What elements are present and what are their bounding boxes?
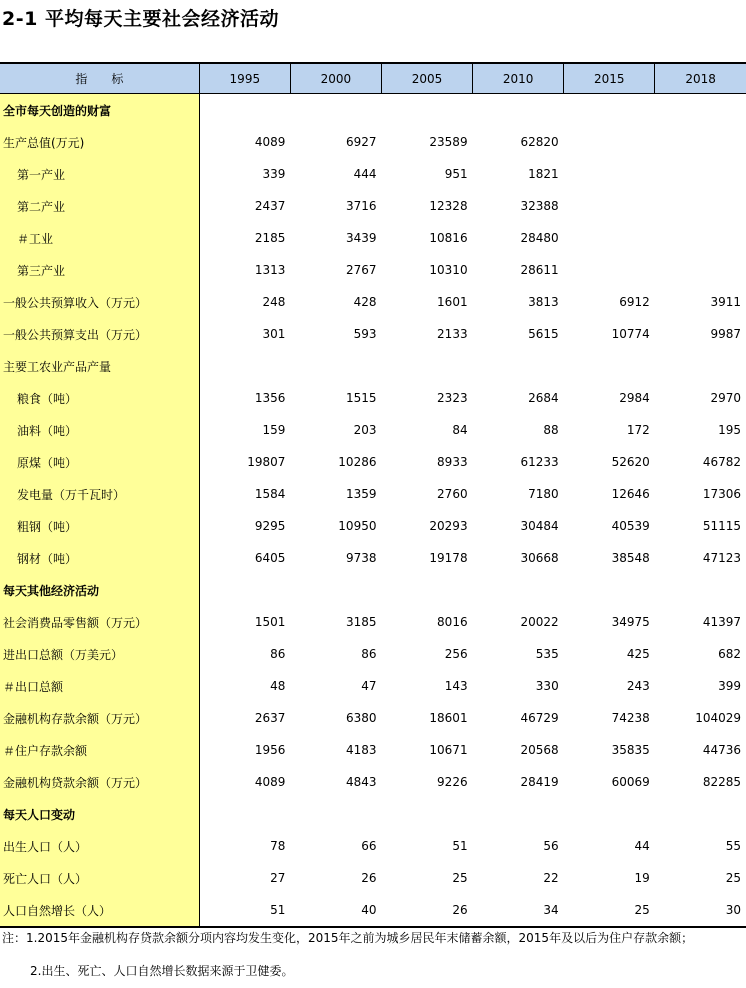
value-cell bbox=[199, 798, 290, 830]
value-cell: 19807 bbox=[247, 455, 286, 469]
row-label: 原煤（吨） bbox=[0, 446, 199, 478]
row-label: 死亡人口（人） bbox=[0, 862, 199, 894]
value-cell bbox=[381, 798, 472, 830]
header-row bbox=[0, 63, 746, 94]
value-cell: 8933 bbox=[437, 455, 468, 469]
table-row bbox=[0, 446, 746, 478]
row-label: 第三产业 bbox=[0, 254, 199, 286]
value-cell: 4843 bbox=[345, 775, 377, 789]
value-cell: 19178 bbox=[429, 551, 468, 565]
value-cell bbox=[655, 254, 746, 286]
value-cell: 9226 bbox=[437, 775, 468, 789]
value-cell bbox=[655, 798, 746, 830]
value-cell bbox=[199, 574, 290, 606]
value-cell: 9987 bbox=[710, 327, 741, 341]
value-cell: 10310 bbox=[429, 263, 468, 277]
value-cell: 3716 bbox=[345, 199, 377, 213]
value-cell: 330 bbox=[535, 679, 559, 693]
value-cell: 1515 bbox=[345, 391, 377, 405]
page-title: 2-1 平均每天主要社会经济活动 bbox=[2, 8, 279, 30]
value-cell: 143 bbox=[444, 679, 468, 693]
value-cell: 88 bbox=[543, 423, 559, 437]
value-cell: 399 bbox=[718, 679, 741, 693]
statistics-table bbox=[0, 62, 746, 928]
value-cell: 30484 bbox=[520, 519, 559, 533]
section-label: 全市每天创造的财富 bbox=[0, 94, 199, 127]
value-cell: 10774 bbox=[611, 327, 650, 341]
value-cell: 444 bbox=[353, 167, 377, 181]
value-cell: 20022 bbox=[520, 615, 559, 629]
value-cell: 23589 bbox=[429, 135, 468, 149]
value-cell: 256 bbox=[444, 647, 468, 661]
value-cell: 74238 bbox=[611, 711, 650, 725]
value-cell bbox=[473, 574, 564, 606]
value-cell bbox=[655, 126, 746, 158]
value-cell bbox=[564, 574, 655, 606]
value-cell: 30668 bbox=[520, 551, 559, 565]
value-cell: 248 bbox=[262, 295, 286, 309]
value-cell: 951 bbox=[444, 167, 468, 181]
value-cell: 7180 bbox=[528, 487, 559, 501]
table-row bbox=[0, 126, 746, 158]
row-label: 出生人口（人） bbox=[0, 830, 199, 862]
value-cell bbox=[290, 94, 381, 127]
value-cell: 10671 bbox=[429, 743, 468, 757]
value-cell bbox=[564, 798, 655, 830]
table-row bbox=[0, 638, 746, 670]
value-cell: 4183 bbox=[345, 743, 377, 757]
value-cell: 9295 bbox=[254, 519, 286, 533]
value-cell: 1501 bbox=[254, 615, 286, 629]
value-cell: 10950 bbox=[338, 519, 377, 533]
value-cell: 44736 bbox=[702, 743, 741, 757]
table-row bbox=[0, 190, 746, 222]
value-cell: 26 bbox=[381, 894, 472, 927]
value-cell: 19 bbox=[634, 871, 650, 885]
value-cell: 34975 bbox=[611, 615, 650, 629]
header-year: 2000 bbox=[290, 63, 381, 94]
value-cell bbox=[381, 574, 472, 606]
table-row bbox=[0, 830, 746, 862]
table-row bbox=[0, 542, 746, 574]
value-cell: 593 bbox=[353, 327, 377, 341]
value-cell: 2984 bbox=[619, 391, 650, 405]
value-cell: 78 bbox=[270, 839, 286, 853]
table-row bbox=[0, 254, 746, 286]
value-cell bbox=[564, 254, 655, 286]
table-row bbox=[0, 574, 746, 606]
table-row bbox=[0, 414, 746, 446]
value-cell: 51 bbox=[199, 894, 290, 927]
header-year: 2010 bbox=[473, 63, 564, 94]
value-cell: 51115 bbox=[702, 519, 741, 533]
value-cell: 25 bbox=[564, 894, 655, 927]
value-cell bbox=[199, 94, 290, 127]
value-cell: 40 bbox=[290, 894, 381, 927]
row-label: 一般公共预算收入（万元） bbox=[0, 286, 199, 318]
value-cell bbox=[473, 350, 564, 382]
value-cell: 8016 bbox=[437, 615, 468, 629]
value-cell: 18601 bbox=[429, 711, 468, 725]
row-label: ＃住户存款余额 bbox=[0, 734, 199, 766]
value-cell: 2185 bbox=[254, 231, 286, 245]
value-cell: 27 bbox=[270, 871, 286, 885]
value-cell bbox=[381, 350, 472, 382]
row-label: 第一产业 bbox=[0, 158, 199, 190]
value-cell bbox=[655, 190, 746, 222]
value-cell: 243 bbox=[626, 679, 650, 693]
row-label: 金融机构存款余额（万元） bbox=[0, 702, 199, 734]
row-label: 社会消费品零售额（万元） bbox=[0, 606, 199, 638]
table-row bbox=[0, 670, 746, 702]
value-cell bbox=[564, 222, 655, 254]
value-cell: 46729 bbox=[520, 711, 559, 725]
table-row bbox=[0, 478, 746, 510]
value-cell: 12328 bbox=[429, 199, 468, 213]
value-cell: 682 bbox=[718, 647, 741, 661]
value-cell: 35835 bbox=[611, 743, 650, 757]
value-cell: 86 bbox=[270, 647, 286, 661]
value-cell: 34 bbox=[473, 894, 564, 927]
value-cell: 40539 bbox=[611, 519, 650, 533]
row-label: ＃工业 bbox=[0, 222, 199, 254]
header-year: 1995 bbox=[199, 63, 290, 94]
value-cell: 47 bbox=[361, 679, 377, 693]
value-cell: 104029 bbox=[695, 711, 741, 725]
row-label: 油料（吨） bbox=[0, 414, 199, 446]
table-row bbox=[0, 510, 746, 542]
value-cell: 2133 bbox=[437, 327, 468, 341]
value-cell: 38548 bbox=[611, 551, 650, 565]
header-year: 2005 bbox=[381, 63, 472, 94]
value-cell: 17306 bbox=[702, 487, 741, 501]
value-cell: 2637 bbox=[254, 711, 286, 725]
value-cell: 55 bbox=[725, 839, 741, 853]
value-cell bbox=[290, 798, 381, 830]
value-cell: 52620 bbox=[611, 455, 650, 469]
value-cell: 159 bbox=[262, 423, 286, 437]
value-cell: 12646 bbox=[611, 487, 650, 501]
value-cell bbox=[655, 158, 746, 190]
value-cell: 6380 bbox=[345, 711, 377, 725]
value-cell: 61233 bbox=[520, 455, 559, 469]
value-cell bbox=[473, 94, 564, 127]
value-cell: 48 bbox=[270, 679, 286, 693]
value-cell: 428 bbox=[353, 295, 377, 309]
value-cell bbox=[655, 574, 746, 606]
value-cell: 62820 bbox=[520, 135, 559, 149]
value-cell: 84 bbox=[452, 423, 468, 437]
value-cell: 47123 bbox=[702, 551, 741, 565]
header-indicator: 指 标 bbox=[0, 63, 199, 94]
table-row bbox=[0, 158, 746, 190]
table-row bbox=[0, 350, 746, 382]
value-cell: 10816 bbox=[429, 231, 468, 245]
value-cell: 9738 bbox=[345, 551, 377, 565]
row-label: 进出口总额（万美元） bbox=[0, 638, 199, 670]
table-row bbox=[0, 766, 746, 798]
value-cell: 195 bbox=[718, 423, 741, 437]
value-cell: 6927 bbox=[345, 135, 377, 149]
value-cell: 1359 bbox=[345, 487, 377, 501]
value-cell: 2760 bbox=[437, 487, 468, 501]
value-cell bbox=[199, 350, 290, 382]
table-row bbox=[0, 286, 746, 318]
value-cell: 30 bbox=[655, 894, 746, 927]
row-label: 粗钢（吨） bbox=[0, 510, 199, 542]
value-cell: 3911 bbox=[710, 295, 741, 309]
table-row bbox=[0, 606, 746, 638]
row-label: 一般公共预算支出（万元） bbox=[0, 318, 199, 350]
value-cell: 4089 bbox=[254, 135, 286, 149]
value-cell: 28611 bbox=[520, 263, 559, 277]
value-cell: 1821 bbox=[528, 167, 559, 181]
value-cell: 28480 bbox=[520, 231, 559, 245]
value-cell: 6912 bbox=[619, 295, 650, 309]
value-cell bbox=[655, 94, 746, 127]
header-year: 2015 bbox=[564, 63, 655, 94]
value-cell: 3439 bbox=[345, 231, 377, 245]
value-cell: 301 bbox=[262, 327, 286, 341]
row-label: 第二产业 bbox=[0, 190, 199, 222]
value-cell: 46782 bbox=[702, 455, 741, 469]
row-label: 钢材（吨） bbox=[0, 542, 199, 574]
value-cell: 51 bbox=[452, 839, 468, 853]
row-label: 主要工农业产品产量 bbox=[0, 350, 199, 382]
value-cell: 20293 bbox=[429, 519, 468, 533]
table-row bbox=[0, 318, 746, 350]
value-cell: 3185 bbox=[345, 615, 377, 629]
table-row bbox=[0, 862, 746, 894]
table-row bbox=[0, 702, 746, 734]
footnote-1: 注：1.2015年金融机构存贷款余额分项内容均发生变化，2015年之前为城乡居民年末储蓄余额，2015年及以后为住户存款余额； bbox=[2, 931, 694, 945]
footnote-2: 2.出生、死亡、人口自然增长数据来源于卫健委。 bbox=[30, 964, 294, 978]
section-label: 每天其他经济活动 bbox=[0, 574, 199, 606]
value-cell bbox=[564, 158, 655, 190]
table-row bbox=[0, 894, 746, 927]
value-cell: 5615 bbox=[528, 327, 559, 341]
value-cell: 1584 bbox=[254, 487, 286, 501]
value-cell: 535 bbox=[535, 647, 559, 661]
value-cell bbox=[381, 94, 472, 127]
value-cell: 86 bbox=[361, 647, 377, 661]
table-body bbox=[0, 94, 746, 928]
value-cell: 82285 bbox=[702, 775, 741, 789]
value-cell: 20568 bbox=[520, 743, 559, 757]
value-cell bbox=[290, 350, 381, 382]
value-cell: 60069 bbox=[611, 775, 650, 789]
value-cell bbox=[290, 574, 381, 606]
value-cell: 41397 bbox=[702, 615, 741, 629]
value-cell: 6405 bbox=[254, 551, 286, 565]
value-cell: 339 bbox=[262, 167, 286, 181]
row-label: 粮食（吨） bbox=[0, 382, 199, 414]
row-label: ＃出口总额 bbox=[0, 670, 199, 702]
value-cell: 172 bbox=[626, 423, 650, 437]
table-row bbox=[0, 94, 746, 127]
value-cell: 1356 bbox=[254, 391, 286, 405]
row-label: 发电量（万千瓦时） bbox=[0, 478, 199, 510]
value-cell: 2684 bbox=[528, 391, 559, 405]
value-cell: 66 bbox=[361, 839, 377, 853]
value-cell: 1601 bbox=[437, 295, 468, 309]
value-cell: 22 bbox=[543, 871, 559, 885]
value-cell: 2970 bbox=[710, 391, 741, 405]
value-cell bbox=[473, 798, 564, 830]
value-cell: 2767 bbox=[345, 263, 377, 277]
value-cell: 10286 bbox=[338, 455, 377, 469]
row-label: 金融机构贷款余额（万元） bbox=[0, 766, 199, 798]
section-label: 每天人口变动 bbox=[0, 798, 199, 830]
value-cell: 28419 bbox=[520, 775, 559, 789]
row-label: 生产总值(万元) bbox=[0, 126, 199, 158]
value-cell: 3813 bbox=[528, 295, 559, 309]
table-row bbox=[0, 382, 746, 414]
value-cell: 1313 bbox=[254, 263, 286, 277]
value-cell bbox=[655, 350, 746, 382]
row-label: 人口自然增长（人） bbox=[0, 894, 199, 927]
value-cell: 25 bbox=[452, 871, 468, 885]
value-cell: 26 bbox=[361, 871, 377, 885]
value-cell: 1956 bbox=[254, 743, 286, 757]
value-cell: 32388 bbox=[520, 199, 559, 213]
value-cell: 425 bbox=[626, 647, 650, 661]
value-cell bbox=[655, 222, 746, 254]
table-row bbox=[0, 798, 746, 830]
value-cell: 44 bbox=[634, 839, 650, 853]
value-cell: 203 bbox=[353, 423, 377, 437]
table-row bbox=[0, 222, 746, 254]
value-cell bbox=[564, 94, 655, 127]
value-cell: 56 bbox=[543, 839, 559, 853]
value-cell: 25 bbox=[725, 871, 741, 885]
value-cell bbox=[564, 190, 655, 222]
table-row bbox=[0, 734, 746, 766]
value-cell: 4089 bbox=[254, 775, 286, 789]
value-cell bbox=[564, 126, 655, 158]
value-cell: 2323 bbox=[437, 391, 468, 405]
value-cell bbox=[564, 350, 655, 382]
header-year: 2018 bbox=[655, 63, 746, 94]
value-cell: 2437 bbox=[254, 199, 286, 213]
